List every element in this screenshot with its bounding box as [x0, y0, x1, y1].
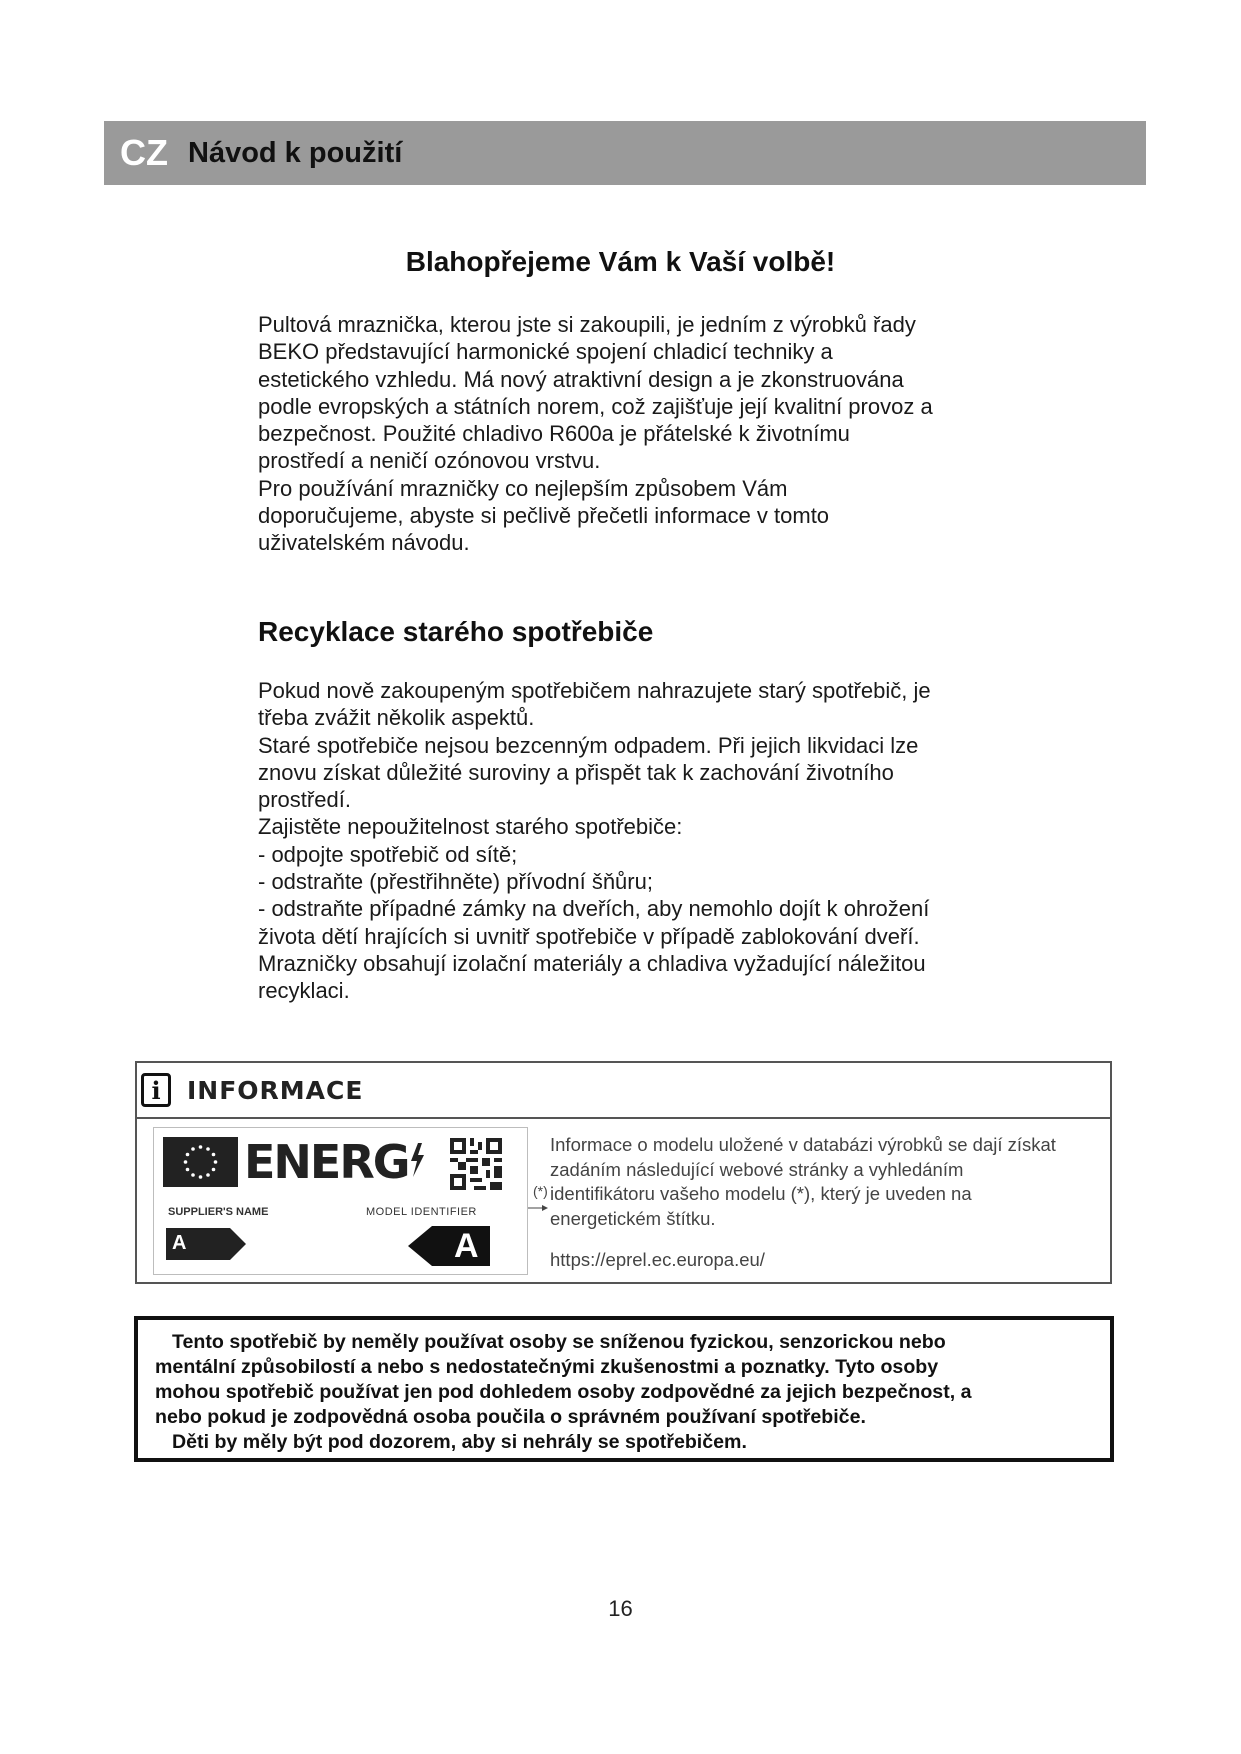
intro-paragraph — [258, 311, 995, 557]
recycling-line: - odpojte spotřebič od sítě; — [258, 841, 518, 867]
info-line: Informace o modelu uložené v databázi výrobků se dají získat — [550, 1134, 1056, 1155]
energy-class-big: A — [454, 1227, 479, 1265]
recycling-line: Mrazničky obsahují izolační materiály a chladiva vyžadující náležitou — [258, 950, 926, 976]
info-box-header — [137, 1063, 1110, 1119]
warning-line: mentální způsobilostí a nebo s nedostatečnými zkušenostmi a poznatky. Tyto osoby — [155, 1356, 939, 1378]
intro-line: podle evropských a státních norem, což zajišťuje její kvalitní provoz a — [258, 393, 933, 419]
info-box-title: INFORMACE — [187, 1075, 364, 1105]
recycling-line: Pokud nově zakoupeným spotřebičem nahrazujete starý spotřebič, je — [258, 678, 931, 703]
intro-line: Pro používání mrazničky co nejlepším způsobem Vám — [258, 475, 788, 501]
warning-line: nebo pokud je zodpovědná osoba poučila o správném používaní spotřebiče. — [155, 1406, 866, 1428]
asterisk-note: (*) — [533, 1183, 548, 1199]
info-line: identifikátoru vašeho modelu (*), který je uveden na — [550, 1183, 972, 1204]
info-line: zadáním následující webové stránky a vyhledáním — [550, 1158, 964, 1180]
recycling-paragraph — [258, 677, 995, 1005]
energy-class-small: A — [172, 1232, 187, 1254]
warning-line: mohou spotřebič používat jen pod dohledem osoby zodpovědné za jejich bezpečnost, a — [155, 1381, 972, 1403]
intro-line: uživatelském návodu. — [258, 530, 470, 556]
header-bar — [104, 121, 1146, 185]
energy-label — [153, 1127, 528, 1275]
info-text — [550, 1133, 1100, 1231]
recycling-line: Staré spotřebiče nejsou bezcenným odpadem. Při jejich likvidaci lze — [258, 732, 919, 758]
recycling-line: recyklaci. — [258, 978, 350, 1004]
supplier-name: SUPPLIER'S NAME — [168, 1206, 269, 1218]
qr-code-icon — [450, 1138, 502, 1190]
recycling-line: Zajistěte nepoužitelnost starého spotřebiče: — [258, 814, 683, 840]
eu-flag-icon — [163, 1137, 238, 1187]
info-box — [135, 1061, 1112, 1284]
pointer-arrow-icon — [528, 1204, 548, 1218]
intro-line: doporučujeme, abyste si pečlivě přečetli informace v tomto — [258, 503, 830, 529]
greeting-heading: Blahopřejeme Vám k Vaší volbě! — [405, 246, 836, 277]
recycling-line: života dětí hrajících si uvnitř spotřebiče v případě zablokování dveří. — [258, 923, 920, 949]
info-icon: i — [141, 1073, 171, 1107]
recycling-line: prostředí. — [258, 787, 351, 813]
recycling-line: - odstraňte případné zámky na dveřích, aby nemohlo dojít k ohrožení — [258, 896, 930, 922]
page-number: 16 — [608, 1596, 633, 1621]
warning-line: Tento spotřebič by neměly používat osoby se sníženou fyzickou, senzorickou nebo — [172, 1331, 946, 1353]
info-line: energetickém štítku. — [550, 1207, 716, 1229]
page-title: Návod k použití — [188, 136, 403, 169]
language-code: CZ — [120, 132, 168, 173]
recycling-line: znovu získat důležité suroviny a přispět tak k zachování životního — [258, 759, 894, 785]
intro-line: Pultová mraznička, kterou jste si zakoupili, je jedním z výrobků řady — [258, 312, 916, 337]
intro-line: prostředí a neničí ozónovou vrstvu. — [258, 448, 601, 474]
eprel-url[interactable]: https://eprel.ec.europa.eu/ — [550, 1249, 765, 1270]
recycling-line: třeba zvážit několik aspektů. — [258, 705, 535, 731]
lightning-icon — [409, 1143, 425, 1177]
recycling-line: - odstraňte (přestřihněte) přívodní šňůru; — [258, 869, 653, 895]
recycling-heading: Recyklace starého spotřebiče — [258, 616, 654, 647]
model-identifier: MODEL IDENTIFIER — [366, 1206, 477, 1218]
intro-line: bezpečnost. Použité chladivo R600a je přátelské k životnímu — [258, 421, 850, 447]
intro-line: BEKO představující harmonické spojení chladicí techniky a — [258, 339, 833, 365]
energy-wordmark: ENERG — [244, 1135, 425, 1189]
safety-warning-box — [134, 1316, 1114, 1462]
intro-line: estetického vzhledu. Má nový atraktivní design a je zkonstruována — [258, 366, 904, 392]
warning-line: Děti by měly být pod dozorem, aby si nehrály se spotřebičem. — [172, 1431, 747, 1453]
